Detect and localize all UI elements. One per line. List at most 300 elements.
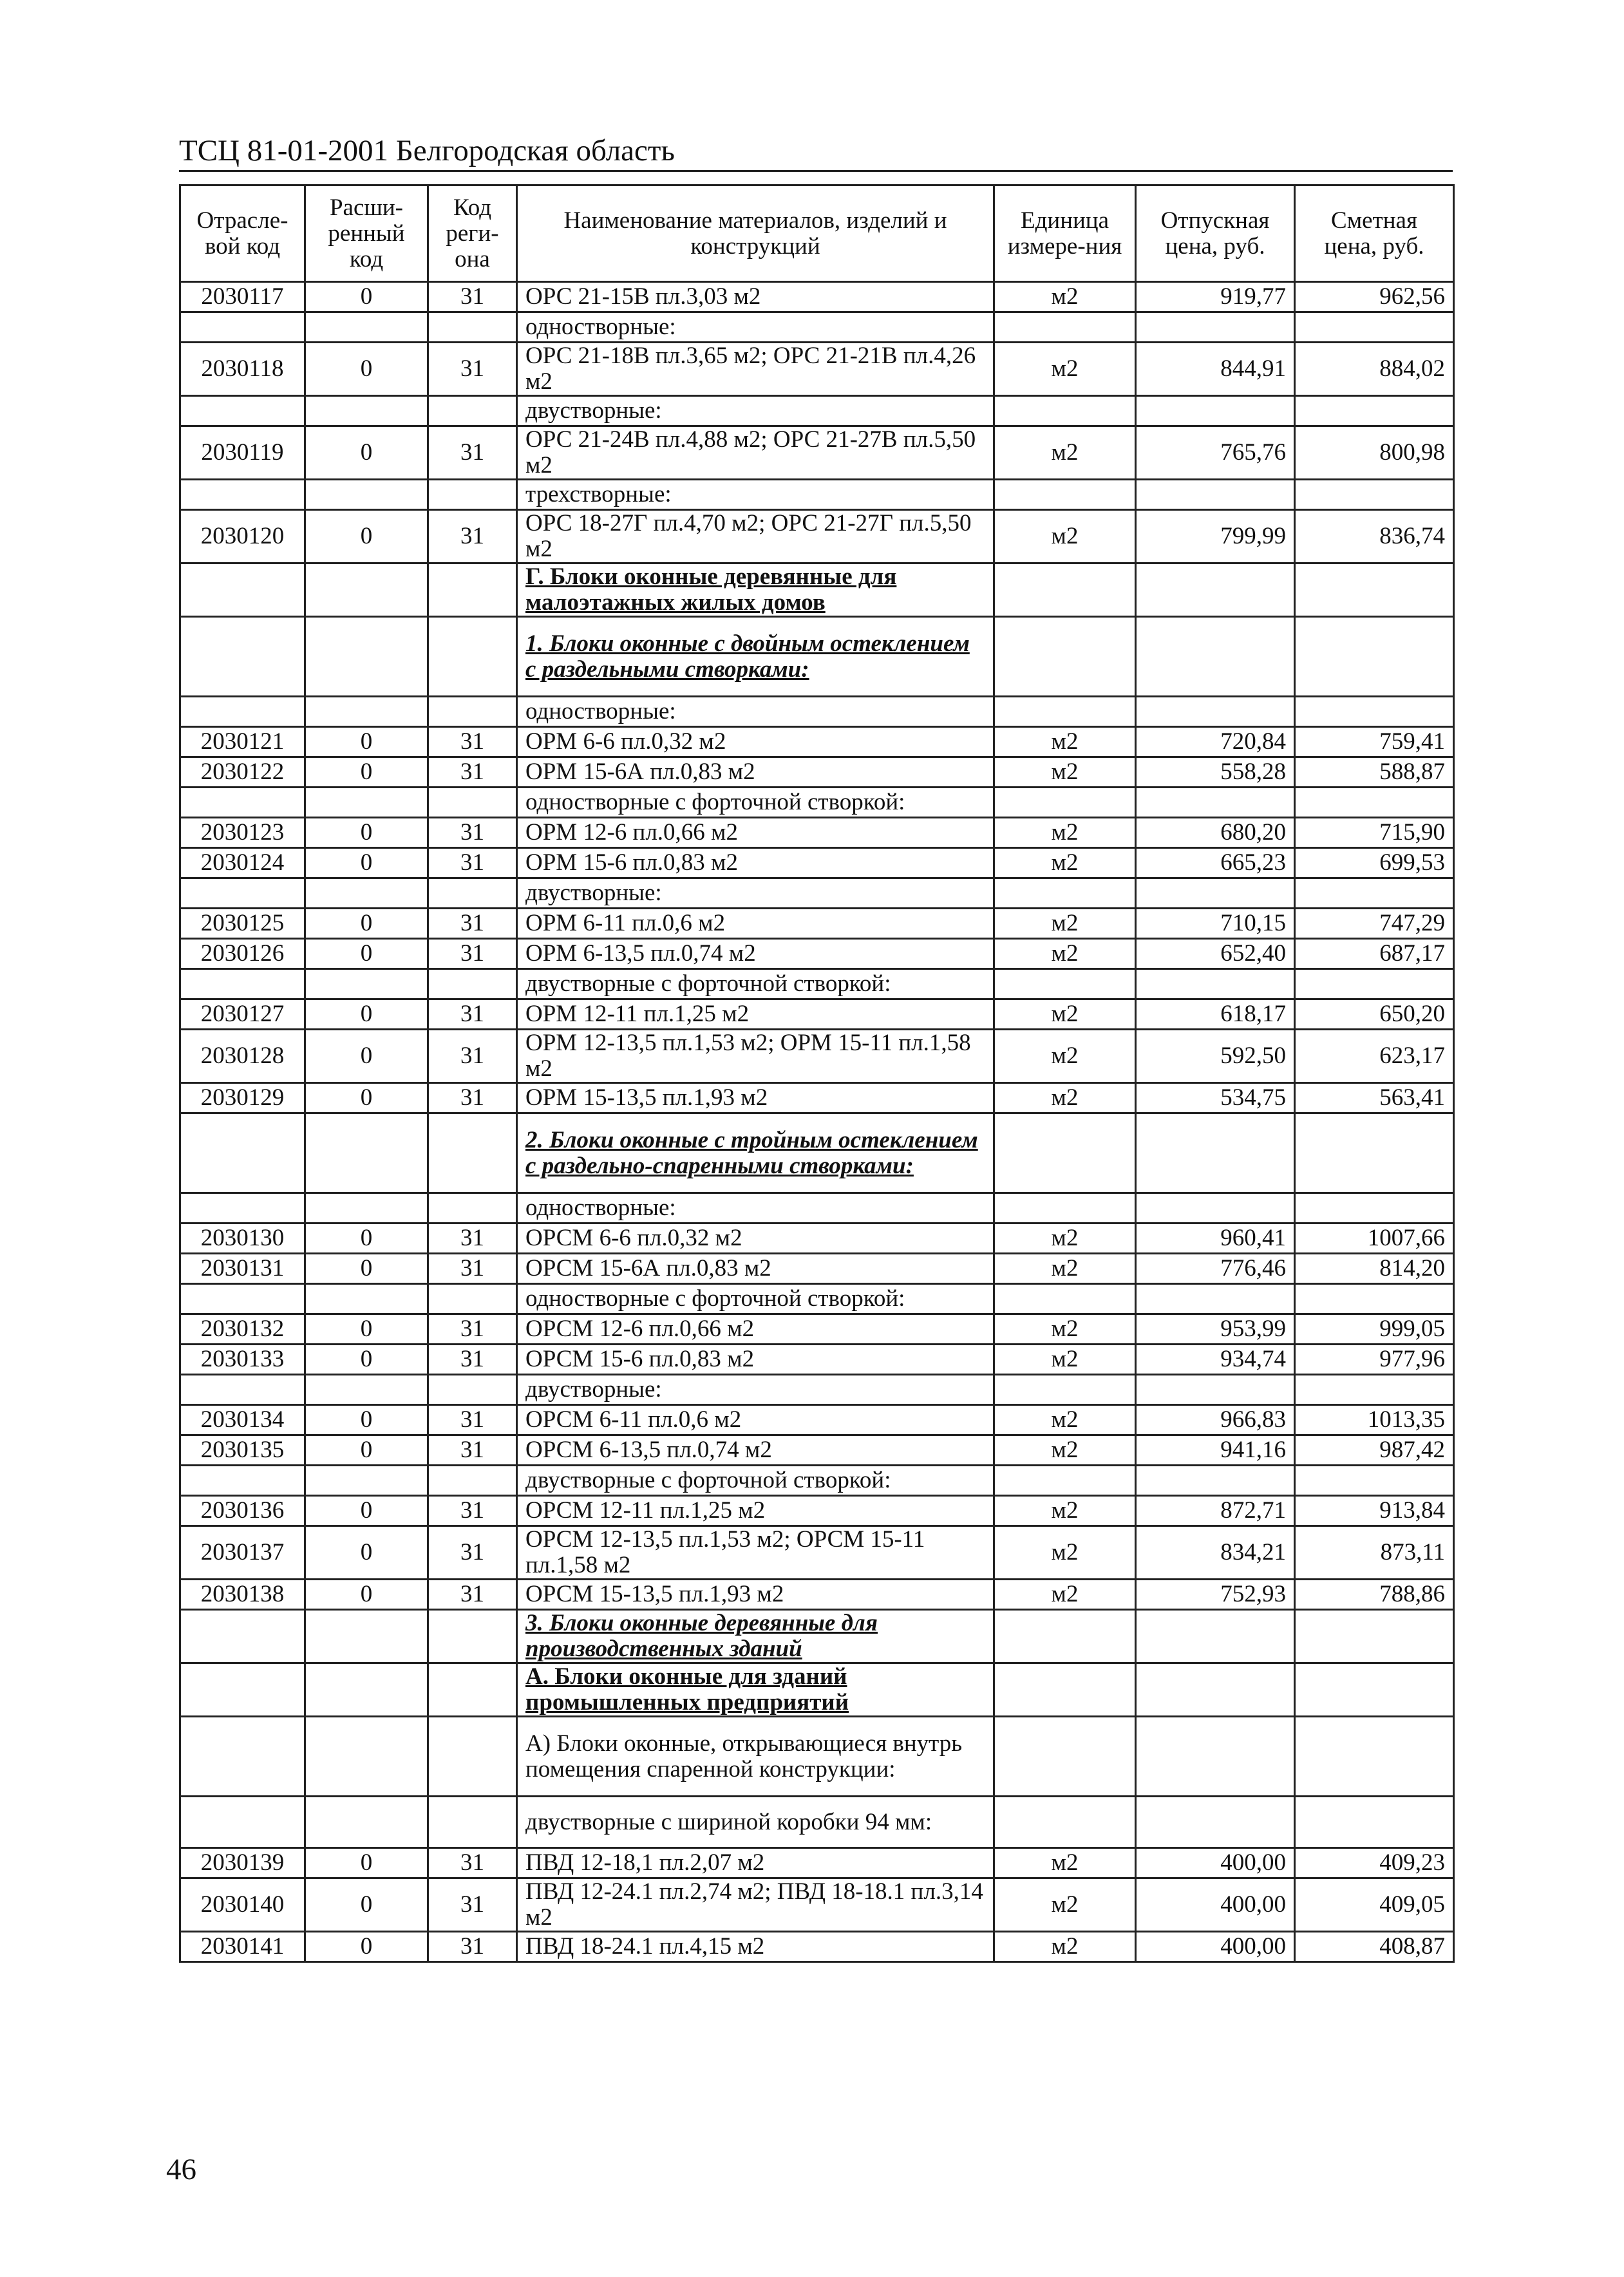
group-row bbox=[180, 1717, 1454, 1797]
sector-code-cell: 2030141 bbox=[180, 1932, 305, 1962]
table-row bbox=[180, 1496, 1454, 1526]
release-price-cell: 960,41 bbox=[1136, 1224, 1295, 1254]
extended-code-cell: 0 bbox=[305, 1932, 428, 1962]
unit-cell: м2 bbox=[994, 510, 1136, 563]
price-table bbox=[179, 184, 1455, 1963]
sector-code-cell bbox=[180, 1466, 305, 1496]
extended-code-cell bbox=[305, 396, 428, 426]
unit-cell bbox=[994, 969, 1136, 999]
name-cell: двустворные: bbox=[517, 1375, 994, 1405]
unit-cell bbox=[994, 1610, 1136, 1663]
estimate-price-cell bbox=[1295, 969, 1454, 999]
release-price-cell: 776,46 bbox=[1136, 1254, 1295, 1284]
sector-code-cell bbox=[180, 1610, 305, 1663]
group-row bbox=[180, 1797, 1454, 1848]
sector-code-cell: 2030134 bbox=[180, 1405, 305, 1435]
extended-code-cell: 0 bbox=[305, 848, 428, 878]
unit-cell bbox=[994, 788, 1136, 818]
extended-code-cell: 0 bbox=[305, 343, 428, 396]
extended-code-cell: 0 bbox=[305, 1580, 428, 1610]
name-cell: одностворные: bbox=[517, 697, 994, 727]
region-code-cell: 31 bbox=[428, 1526, 517, 1580]
extended-code-cell bbox=[305, 617, 428, 697]
name-cell: трехстворные: bbox=[517, 480, 994, 510]
extended-code-cell bbox=[305, 878, 428, 909]
region-code-cell bbox=[428, 1193, 517, 1224]
region-code-cell bbox=[428, 969, 517, 999]
estimate-price-cell bbox=[1295, 312, 1454, 343]
table-row bbox=[180, 1030, 1454, 1083]
sector-code-cell bbox=[180, 1717, 305, 1797]
estimate-price-cell bbox=[1295, 396, 1454, 426]
region-code-cell: 31 bbox=[428, 1083, 517, 1113]
price-table-container bbox=[179, 184, 1453, 1963]
page-header bbox=[179, 122, 1453, 172]
sector-code-cell bbox=[180, 969, 305, 999]
unit-cell bbox=[994, 480, 1136, 510]
subsection-row bbox=[180, 1113, 1454, 1193]
region-code-cell: 31 bbox=[428, 1254, 517, 1284]
region-code-cell bbox=[428, 480, 517, 510]
estimate-price-cell bbox=[1295, 1466, 1454, 1496]
unit-cell: м2 bbox=[994, 1254, 1136, 1284]
sector-code-cell: 2030127 bbox=[180, 999, 305, 1030]
extended-code-cell bbox=[305, 1663, 428, 1717]
table-row bbox=[180, 1878, 1454, 1932]
name-cell: ОРС 18-27Г пл.4,70 м2; ОРС 21-27Г пл.5,50 м2 bbox=[517, 510, 994, 563]
estimate-price-cell: 1013,35 bbox=[1295, 1405, 1454, 1435]
extended-code-cell: 0 bbox=[305, 757, 428, 788]
unit-cell: м2 bbox=[994, 1405, 1136, 1435]
unit-cell bbox=[994, 396, 1136, 426]
name-cell: ОРСМ 15-13,5 пл.1,93 м2 bbox=[517, 1580, 994, 1610]
region-code-cell: 31 bbox=[428, 909, 517, 939]
unit-cell bbox=[994, 1797, 1136, 1848]
release-price-cell: 765,76 bbox=[1136, 426, 1295, 480]
name-cell: ОРМ 6-11 пл.0,6 м2 bbox=[517, 909, 994, 939]
sector-code-cell bbox=[180, 396, 305, 426]
extended-code-cell: 0 bbox=[305, 1345, 428, 1375]
unit-cell bbox=[994, 697, 1136, 727]
unit-cell: м2 bbox=[994, 1345, 1136, 1375]
estimate-price-cell: 977,96 bbox=[1295, 1345, 1454, 1375]
sector-code-cell bbox=[180, 563, 305, 617]
name-cell: ОРСМ 12-11 пл.1,25 м2 bbox=[517, 1496, 994, 1526]
estimate-price-cell bbox=[1295, 1284, 1454, 1314]
table-row bbox=[180, 848, 1454, 878]
name-cell: одностворные: bbox=[517, 312, 994, 343]
sector-code-cell bbox=[180, 1193, 305, 1224]
sector-code-cell bbox=[180, 788, 305, 818]
estimate-price-cell bbox=[1295, 788, 1454, 818]
estimate-price-cell bbox=[1295, 563, 1454, 617]
region-code-cell bbox=[428, 563, 517, 617]
group-row bbox=[180, 1375, 1454, 1405]
unit-cell bbox=[994, 1466, 1136, 1496]
group-row bbox=[180, 480, 1454, 510]
sector-code-cell: 2030132 bbox=[180, 1314, 305, 1345]
unit-cell bbox=[994, 1113, 1136, 1193]
estimate-price-cell: 687,17 bbox=[1295, 939, 1454, 969]
sector-code-cell: 2030121 bbox=[180, 727, 305, 757]
name-cell: ОРМ 15-13,5 пл.1,93 м2 bbox=[517, 1083, 994, 1113]
name-cell: Г. Блоки оконные деревянные для малоэтажных жилых домов bbox=[517, 563, 994, 617]
sector-code-cell: 2030124 bbox=[180, 848, 305, 878]
table-row bbox=[180, 343, 1454, 396]
estimate-price-cell: 873,11 bbox=[1295, 1526, 1454, 1580]
group-row bbox=[180, 312, 1454, 343]
name-cell: одностворные с форточной створкой: bbox=[517, 788, 994, 818]
name-cell: двустворные с шириной коробки 94 мм: bbox=[517, 1797, 994, 1848]
table-row bbox=[180, 1435, 1454, 1466]
estimate-price-cell: 962,56 bbox=[1295, 282, 1454, 312]
name-cell: двустворные: bbox=[517, 396, 994, 426]
sector-code-cell: 2030128 bbox=[180, 1030, 305, 1083]
extended-code-cell: 0 bbox=[305, 1496, 428, 1526]
table-body bbox=[180, 282, 1454, 1962]
extended-code-cell bbox=[305, 788, 428, 818]
extended-code-cell: 0 bbox=[305, 1848, 428, 1878]
estimate-price-cell bbox=[1295, 1193, 1454, 1224]
name-cell: А. Блоки оконные для зданий промышленных предприятий bbox=[517, 1663, 994, 1717]
estimate-price-cell: 788,86 bbox=[1295, 1580, 1454, 1610]
release-price-cell: 400,00 bbox=[1136, 1848, 1295, 1878]
table-row bbox=[180, 999, 1454, 1030]
estimate-price-cell bbox=[1295, 878, 1454, 909]
page-number: 46 bbox=[166, 2153, 196, 2186]
estimate-price-cell: 409,05 bbox=[1295, 1878, 1454, 1932]
release-price-cell bbox=[1136, 1113, 1295, 1193]
region-code-cell bbox=[428, 788, 517, 818]
section-row bbox=[180, 563, 1454, 617]
region-code-cell: 31 bbox=[428, 1848, 517, 1878]
region-code-cell bbox=[428, 1797, 517, 1848]
extended-code-cell bbox=[305, 1193, 428, 1224]
release-price-cell bbox=[1136, 1797, 1295, 1848]
name-cell: ОРСМ 15-6А пл.0,83 м2 bbox=[517, 1254, 994, 1284]
unit-cell: м2 bbox=[994, 757, 1136, 788]
sector-code-cell: 2030120 bbox=[180, 510, 305, 563]
group-row bbox=[180, 1284, 1454, 1314]
table-row bbox=[180, 426, 1454, 480]
extended-code-cell bbox=[305, 1610, 428, 1663]
table-row bbox=[180, 1254, 1454, 1284]
group-row bbox=[180, 396, 1454, 426]
name-cell: одностворные с форточной створкой: bbox=[517, 1284, 994, 1314]
region-code-cell bbox=[428, 878, 517, 909]
region-code-cell: 31 bbox=[428, 999, 517, 1030]
table-row bbox=[180, 1083, 1454, 1113]
table-row bbox=[180, 1526, 1454, 1580]
extended-code-cell bbox=[305, 1466, 428, 1496]
sector-code-cell bbox=[180, 878, 305, 909]
section-row bbox=[180, 1663, 1454, 1717]
table-row bbox=[180, 757, 1454, 788]
extended-code-cell: 0 bbox=[305, 999, 428, 1030]
estimate-price-cell bbox=[1295, 1375, 1454, 1405]
estimate-price-cell: 987,42 bbox=[1295, 1435, 1454, 1466]
sector-code-cell bbox=[180, 617, 305, 697]
name-cell: ОРМ 12-6 пл.0,66 м2 bbox=[517, 818, 994, 848]
extended-code-cell bbox=[305, 1113, 428, 1193]
sector-code-cell bbox=[180, 697, 305, 727]
region-code-cell: 31 bbox=[428, 1435, 517, 1466]
extended-code-cell bbox=[305, 1717, 428, 1797]
estimate-price-cell: 588,87 bbox=[1295, 757, 1454, 788]
extended-code-cell: 0 bbox=[305, 1405, 428, 1435]
region-code-cell: 31 bbox=[428, 1314, 517, 1345]
estimate-price-cell bbox=[1295, 697, 1454, 727]
extended-code-cell bbox=[305, 312, 428, 343]
table-row bbox=[180, 282, 1454, 312]
name-cell: А) Блоки оконные, открывающиеся внутрь помещения спаренной конструкции: bbox=[517, 1717, 994, 1797]
release-price-cell: 799,99 bbox=[1136, 510, 1295, 563]
estimate-price-cell bbox=[1295, 1610, 1454, 1663]
region-code-cell bbox=[428, 617, 517, 697]
sector-code-cell: 2030119 bbox=[180, 426, 305, 480]
table-row bbox=[180, 1580, 1454, 1610]
unit-cell: м2 bbox=[994, 1878, 1136, 1932]
release-price-cell: 558,28 bbox=[1136, 757, 1295, 788]
table-row bbox=[180, 1345, 1454, 1375]
extended-code-cell bbox=[305, 1375, 428, 1405]
release-price-cell: 844,91 bbox=[1136, 343, 1295, 396]
region-code-cell: 31 bbox=[428, 1496, 517, 1526]
column-header-extended-code: Расши-ренный код bbox=[305, 185, 428, 282]
release-price-cell bbox=[1136, 1466, 1295, 1496]
sector-code-cell bbox=[180, 312, 305, 343]
estimate-price-cell: 759,41 bbox=[1295, 727, 1454, 757]
table-row bbox=[180, 1932, 1454, 1962]
unit-cell: м2 bbox=[994, 343, 1136, 396]
release-price-cell: 941,16 bbox=[1136, 1435, 1295, 1466]
name-cell: двустворные с форточной створкой: bbox=[517, 969, 994, 999]
release-price-cell: 934,74 bbox=[1136, 1345, 1295, 1375]
unit-cell bbox=[994, 312, 1136, 343]
name-cell: 3. Блоки оконные деревянные для производственных зданий bbox=[517, 1610, 994, 1663]
unit-cell: м2 bbox=[994, 939, 1136, 969]
sector-code-cell: 2030140 bbox=[180, 1878, 305, 1932]
unit-cell bbox=[994, 1375, 1136, 1405]
sector-code-cell: 2030133 bbox=[180, 1345, 305, 1375]
release-price-cell bbox=[1136, 312, 1295, 343]
release-price-cell: 652,40 bbox=[1136, 939, 1295, 969]
estimate-price-cell bbox=[1295, 1113, 1454, 1193]
sector-code-cell: 2030129 bbox=[180, 1083, 305, 1113]
unit-cell: м2 bbox=[994, 1224, 1136, 1254]
release-price-cell bbox=[1136, 480, 1295, 510]
estimate-price-cell: 715,90 bbox=[1295, 818, 1454, 848]
release-price-cell: 618,17 bbox=[1136, 999, 1295, 1030]
table-row bbox=[180, 1405, 1454, 1435]
unit-cell: м2 bbox=[994, 909, 1136, 939]
sector-code-cell bbox=[180, 1663, 305, 1717]
estimate-price-cell: 747,29 bbox=[1295, 909, 1454, 939]
region-code-cell bbox=[428, 1466, 517, 1496]
release-price-cell: 592,50 bbox=[1136, 1030, 1295, 1083]
unit-cell: м2 bbox=[994, 848, 1136, 878]
extended-code-cell: 0 bbox=[305, 510, 428, 563]
estimate-price-cell: 800,98 bbox=[1295, 426, 1454, 480]
extended-code-cell: 0 bbox=[305, 282, 428, 312]
extended-code-cell bbox=[305, 480, 428, 510]
column-header-unit: Единица измере-ния bbox=[994, 185, 1136, 282]
release-price-cell bbox=[1136, 1284, 1295, 1314]
region-code-cell: 31 bbox=[428, 848, 517, 878]
release-price-cell: 710,15 bbox=[1136, 909, 1295, 939]
extended-code-cell: 0 bbox=[305, 1030, 428, 1083]
estimate-price-cell: 650,20 bbox=[1295, 999, 1454, 1030]
release-price-cell bbox=[1136, 396, 1295, 426]
group-row bbox=[180, 1466, 1454, 1496]
release-price-cell bbox=[1136, 878, 1295, 909]
sector-code-cell: 2030137 bbox=[180, 1526, 305, 1580]
estimate-price-cell bbox=[1295, 617, 1454, 697]
name-cell: ОРМ 12-13,5 пл.1,53 м2; ОРМ 15-11 пл.1,58 м2 bbox=[517, 1030, 994, 1083]
name-cell: ОРМ 15-6 пл.0,83 м2 bbox=[517, 848, 994, 878]
extended-code-cell: 0 bbox=[305, 1878, 428, 1932]
extended-code-cell bbox=[305, 1797, 428, 1848]
sector-code-cell: 2030118 bbox=[180, 343, 305, 396]
sector-code-cell: 2030122 bbox=[180, 757, 305, 788]
sector-code-cell bbox=[180, 480, 305, 510]
group-row bbox=[180, 878, 1454, 909]
estimate-price-cell: 836,74 bbox=[1295, 510, 1454, 563]
table-row bbox=[180, 510, 1454, 563]
sector-code-cell: 2030136 bbox=[180, 1496, 305, 1526]
extended-code-cell bbox=[305, 697, 428, 727]
region-code-cell bbox=[428, 1717, 517, 1797]
column-header-release-price: Отпускная цена, руб. bbox=[1136, 185, 1295, 282]
unit-cell: м2 bbox=[994, 1435, 1136, 1466]
extended-code-cell: 0 bbox=[305, 727, 428, 757]
extended-code-cell: 0 bbox=[305, 1224, 428, 1254]
name-cell: двустворные: bbox=[517, 878, 994, 909]
release-price-cell bbox=[1136, 697, 1295, 727]
release-price-cell: 966,83 bbox=[1136, 1405, 1295, 1435]
release-price-cell: 665,23 bbox=[1136, 848, 1295, 878]
extended-code-cell bbox=[305, 563, 428, 617]
region-code-cell: 31 bbox=[428, 1932, 517, 1962]
unit-cell: м2 bbox=[994, 1314, 1136, 1345]
release-price-cell bbox=[1136, 617, 1295, 697]
name-cell: ОРСМ 6-11 пл.0,6 м2 bbox=[517, 1405, 994, 1435]
unit-cell: м2 bbox=[994, 282, 1136, 312]
extended-code-cell: 0 bbox=[305, 939, 428, 969]
release-price-cell bbox=[1136, 1193, 1295, 1224]
release-price-cell bbox=[1136, 1610, 1295, 1663]
estimate-price-cell bbox=[1295, 1797, 1454, 1848]
unit-cell: м2 bbox=[994, 1083, 1136, 1113]
extended-code-cell: 0 bbox=[305, 818, 428, 848]
unit-cell bbox=[994, 878, 1136, 909]
extended-code-cell bbox=[305, 969, 428, 999]
unit-cell: м2 bbox=[994, 1848, 1136, 1878]
estimate-price-cell: 408,87 bbox=[1295, 1932, 1454, 1962]
region-code-cell: 31 bbox=[428, 757, 517, 788]
region-code-cell: 31 bbox=[428, 1878, 517, 1932]
name-cell: двустворные с форточной створкой: bbox=[517, 1466, 994, 1496]
name-cell: ОРМ 6-6 пл.0,32 м2 bbox=[517, 727, 994, 757]
sector-code-cell: 2030139 bbox=[180, 1848, 305, 1878]
extended-code-cell: 0 bbox=[305, 426, 428, 480]
unit-cell: м2 bbox=[994, 1030, 1136, 1083]
region-code-cell: 31 bbox=[428, 343, 517, 396]
region-code-cell bbox=[428, 1113, 517, 1193]
region-code-cell: 31 bbox=[428, 727, 517, 757]
region-code-cell: 31 bbox=[428, 939, 517, 969]
table-row bbox=[180, 1314, 1454, 1345]
sector-code-cell bbox=[180, 1375, 305, 1405]
sector-code-cell: 2030138 bbox=[180, 1580, 305, 1610]
unit-cell bbox=[994, 1663, 1136, 1717]
extended-code-cell: 0 bbox=[305, 1435, 428, 1466]
table-row bbox=[180, 727, 1454, 757]
unit-cell: м2 bbox=[994, 818, 1136, 848]
name-cell: ОРСМ 12-13,5 пл.1,53 м2; ОРСМ 15-11 пл.1,58 м2 bbox=[517, 1526, 994, 1580]
estimate-price-cell bbox=[1295, 1717, 1454, 1797]
group-row bbox=[180, 788, 1454, 818]
estimate-price-cell bbox=[1295, 1663, 1454, 1717]
region-code-cell: 31 bbox=[428, 1345, 517, 1375]
sector-code-cell: 2030131 bbox=[180, 1254, 305, 1284]
release-price-cell bbox=[1136, 1663, 1295, 1717]
name-cell: ОРСМ 15-6 пл.0,83 м2 bbox=[517, 1345, 994, 1375]
unit-cell bbox=[994, 1284, 1136, 1314]
unit-cell: м2 bbox=[994, 1526, 1136, 1580]
name-cell: ОРСМ 6-13,5 пл.0,74 м2 bbox=[517, 1435, 994, 1466]
extended-code-cell: 0 bbox=[305, 1526, 428, 1580]
sector-code-cell bbox=[180, 1797, 305, 1848]
name-cell: ПВД 12-18,1 пл.2,07 м2 bbox=[517, 1848, 994, 1878]
region-code-cell bbox=[428, 1375, 517, 1405]
unit-cell bbox=[994, 1717, 1136, 1797]
name-cell: ОРС 21-18В пл.3,65 м2; ОРС 21-21В пл.4,26 м2 bbox=[517, 343, 994, 396]
unit-cell: м2 bbox=[994, 727, 1136, 757]
region-code-cell bbox=[428, 396, 517, 426]
column-header-sector-code: Отрасле-вой код bbox=[180, 185, 305, 282]
release-price-cell bbox=[1136, 1375, 1295, 1405]
estimate-price-cell: 999,05 bbox=[1295, 1314, 1454, 1345]
name-cell: ОРС 21-15В пл.3,03 м2 bbox=[517, 282, 994, 312]
region-code-cell bbox=[428, 1284, 517, 1314]
unit-cell bbox=[994, 1193, 1136, 1224]
unit-cell: м2 bbox=[994, 1932, 1136, 1962]
estimate-price-cell: 884,02 bbox=[1295, 343, 1454, 396]
estimate-price-cell: 623,17 bbox=[1295, 1030, 1454, 1083]
release-price-cell: 834,21 bbox=[1136, 1526, 1295, 1580]
release-price-cell bbox=[1136, 969, 1295, 999]
unit-cell bbox=[994, 617, 1136, 697]
estimate-price-cell: 1007,66 bbox=[1295, 1224, 1454, 1254]
column-header-name: Наименование материалов, изделий и конструкций bbox=[517, 185, 994, 282]
name-cell: ПВД 12-24.1 пл.2,74 м2; ПВД 18-18.1 пл.3,14 м2 bbox=[517, 1878, 994, 1932]
sector-code-cell: 2030130 bbox=[180, 1224, 305, 1254]
sector-code-cell bbox=[180, 1113, 305, 1193]
name-cell: ОРМ 15-6А пл.0,83 м2 bbox=[517, 757, 994, 788]
table-row bbox=[180, 818, 1454, 848]
column-header-estimate-price: Сметная цена, руб. bbox=[1295, 185, 1454, 282]
region-code-cell: 31 bbox=[428, 1580, 517, 1610]
release-price-cell: 720,84 bbox=[1136, 727, 1295, 757]
estimate-price-cell: 699,53 bbox=[1295, 848, 1454, 878]
region-code-cell bbox=[428, 1610, 517, 1663]
column-header-region-code: Код реги-она bbox=[428, 185, 517, 282]
region-code-cell: 31 bbox=[428, 282, 517, 312]
name-cell: ОРСМ 12-6 пл.0,66 м2 bbox=[517, 1314, 994, 1345]
release-price-cell: 872,71 bbox=[1136, 1496, 1295, 1526]
unit-cell: м2 bbox=[994, 1580, 1136, 1610]
